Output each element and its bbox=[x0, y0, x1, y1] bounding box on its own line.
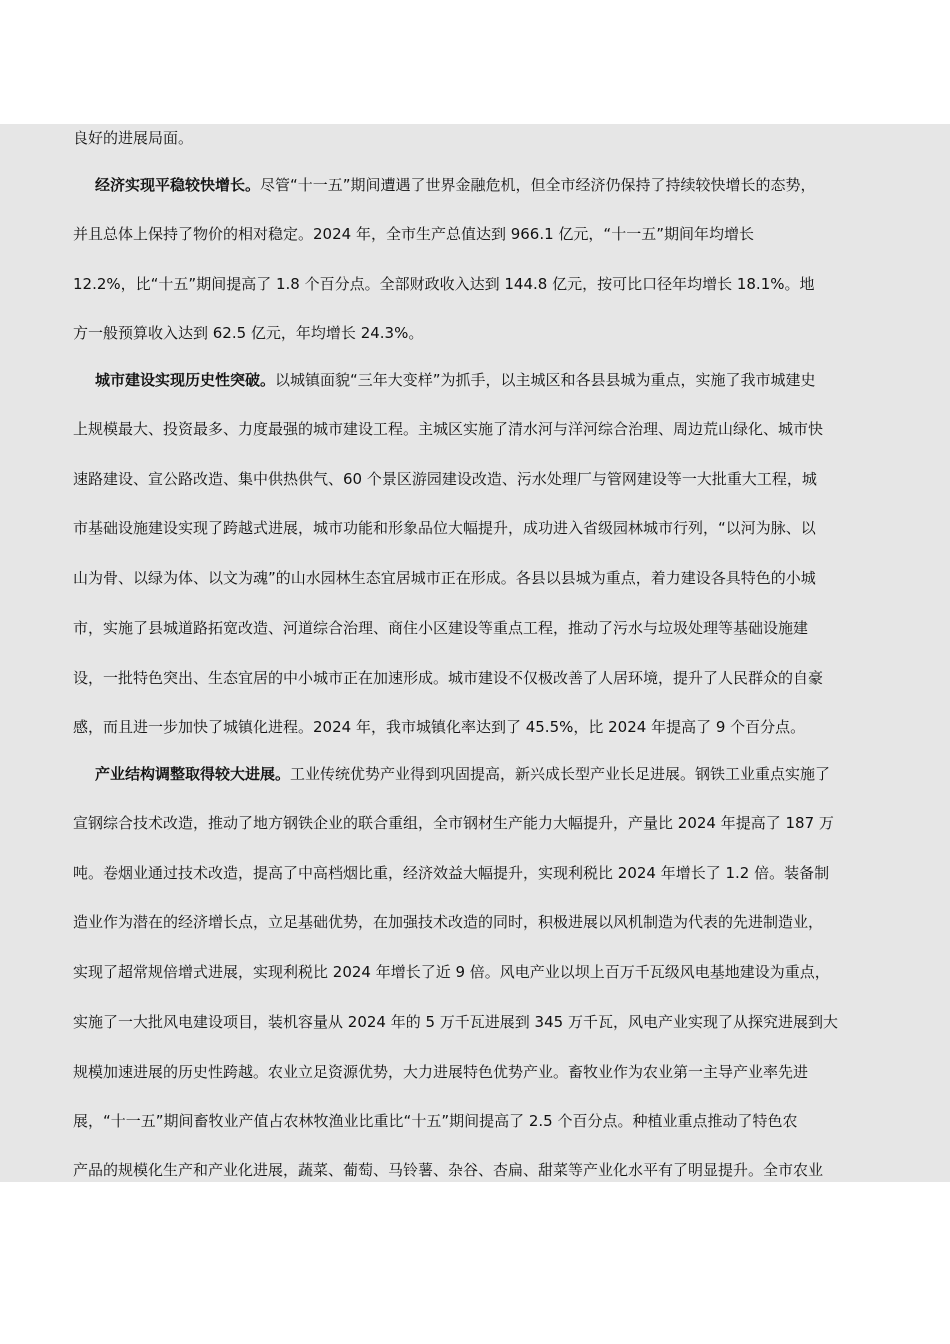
text-line: 并且总体上保持了物价的相对稳定。2024 年，全市生产总值达到 966.1 亿元，“十一五”期间年均增长 bbox=[73, 225, 754, 243]
text-line: 实现了超常规倍增式进展，实现利税比 2024 年增长了近 9 倍。风电产业以坝上百万千瓦级风电基地建设为重点， bbox=[73, 963, 830, 981]
text-line: 吨。卷烟业通过技术改造，提高了中高档烟比重，经济效益大幅提升，实现利税比 2024 年增长了 1.2 倍。装备制 bbox=[73, 864, 830, 882]
paragraph-heading: 城市建设实现历史性突破。 bbox=[95, 371, 276, 389]
text-span: 以城镇面貌“三年大变样”为抓手，以主城区和各县县城为重点，实施了我市城建史 bbox=[275, 371, 816, 389]
paragraph-first-line bbox=[95, 370, 885, 390]
text-line: 良好的进展局面。 bbox=[73, 129, 194, 147]
text-line: 产品的规模化生产和产业化进展，蔬菜、葡萄、马铃薯、杂谷、杏扁、甜菜等产业化水平有了明显提升。全市农业 bbox=[73, 1161, 824, 1179]
text-span: 工业传统优势产业得到巩固提高，新兴成长型产业长足进展。钢铁工业重点实施了 bbox=[290, 765, 831, 783]
text-line: 速路建设、宣公路改造、集中供热供气、60 个景区游园建设改造、污水处理厂与管网建设等一大批重大工程，城 bbox=[73, 470, 817, 488]
text-line: 设，一批特色突出、生态宜居的中小城市正在加速形成。城市建设不仅极改善了人居环境，提升了人民群众的自豪 bbox=[73, 669, 824, 687]
text-line: 方一般预算收入达到 62.5 亿元，年均增长 24.3%。 bbox=[73, 324, 424, 342]
text-line: 感，而且进一步加快了城镇化进程。2024 年，我市城镇化率达到了 45.5%，比 2024 年提高了 9 个百分点。 bbox=[73, 718, 806, 736]
paragraph-first-line bbox=[95, 764, 885, 784]
text-line: 规模加速进展的历史性跨越。农业立足资源优势，大力进展特色优势产业。畜牧业作为农业第一主导产业率先进 bbox=[73, 1063, 809, 1081]
paragraph-first-line bbox=[95, 175, 885, 195]
text-line: 12.2%，比“十五”期间提高了 1.8 个百分点。全部财政收入达到 144.8 亿元，按可比口径年均增长 18.1%。地 bbox=[73, 275, 815, 293]
text-line: 上规模最大、投资最多、力度最强的城市建设工程。主城区实施了清水河与洋河综合治理、周边荒山绿化、城市快 bbox=[73, 420, 824, 438]
text-line: 展，“十一五”期间畜牧业产值占农林牧渔业比重比“十五”期间提高了 2.5 个百分点。种植业重点推动了特色农 bbox=[73, 1112, 798, 1130]
text-line: 实施了一大批风电建设项目，装机容量从 2024 年的 5 万千瓦进展到 345 万千瓦，风电产业实现了从探究进展到大 bbox=[73, 1013, 838, 1031]
paragraph-heading: 产业结构调整取得较大进展。 bbox=[95, 765, 291, 783]
paragraph-heading: 经济实现平稳较快增长。 bbox=[95, 176, 261, 194]
text-line: 造业作为潜在的经济增长点，立足基础优势，在加强技术改造的同时，积极进展以风机制造为代表的先进制造业， bbox=[73, 913, 824, 931]
text-line: 山为骨、以绿为体、以文为魂”的山水园林生态宜居城市正在形成。各县以县城为重点，着力建设各具特色的小城 bbox=[73, 569, 816, 587]
text-line: 市，实施了县城道路拓宽改造、河道综合治理、商住小区建设等重点工程，推动了污水与垃圾处理等基础设施建 bbox=[73, 619, 809, 637]
text-span: 尽管“十一五”期间遭遇了世界金融危机，但全市经济仍保持了持续较快增长的态势， bbox=[260, 176, 816, 194]
text-line: 宣钢综合技术改造，推动了地方钢铁企业的联合重组，全市钢材生产能力大幅提升，产量比 2024 年提高了 187 万 bbox=[73, 814, 834, 832]
text-line: 市基础设施建设实现了跨越式进展，城市功能和形象品位大幅提升，成功进入省级园林城市行列，“以河为脉、以 bbox=[73, 519, 816, 537]
